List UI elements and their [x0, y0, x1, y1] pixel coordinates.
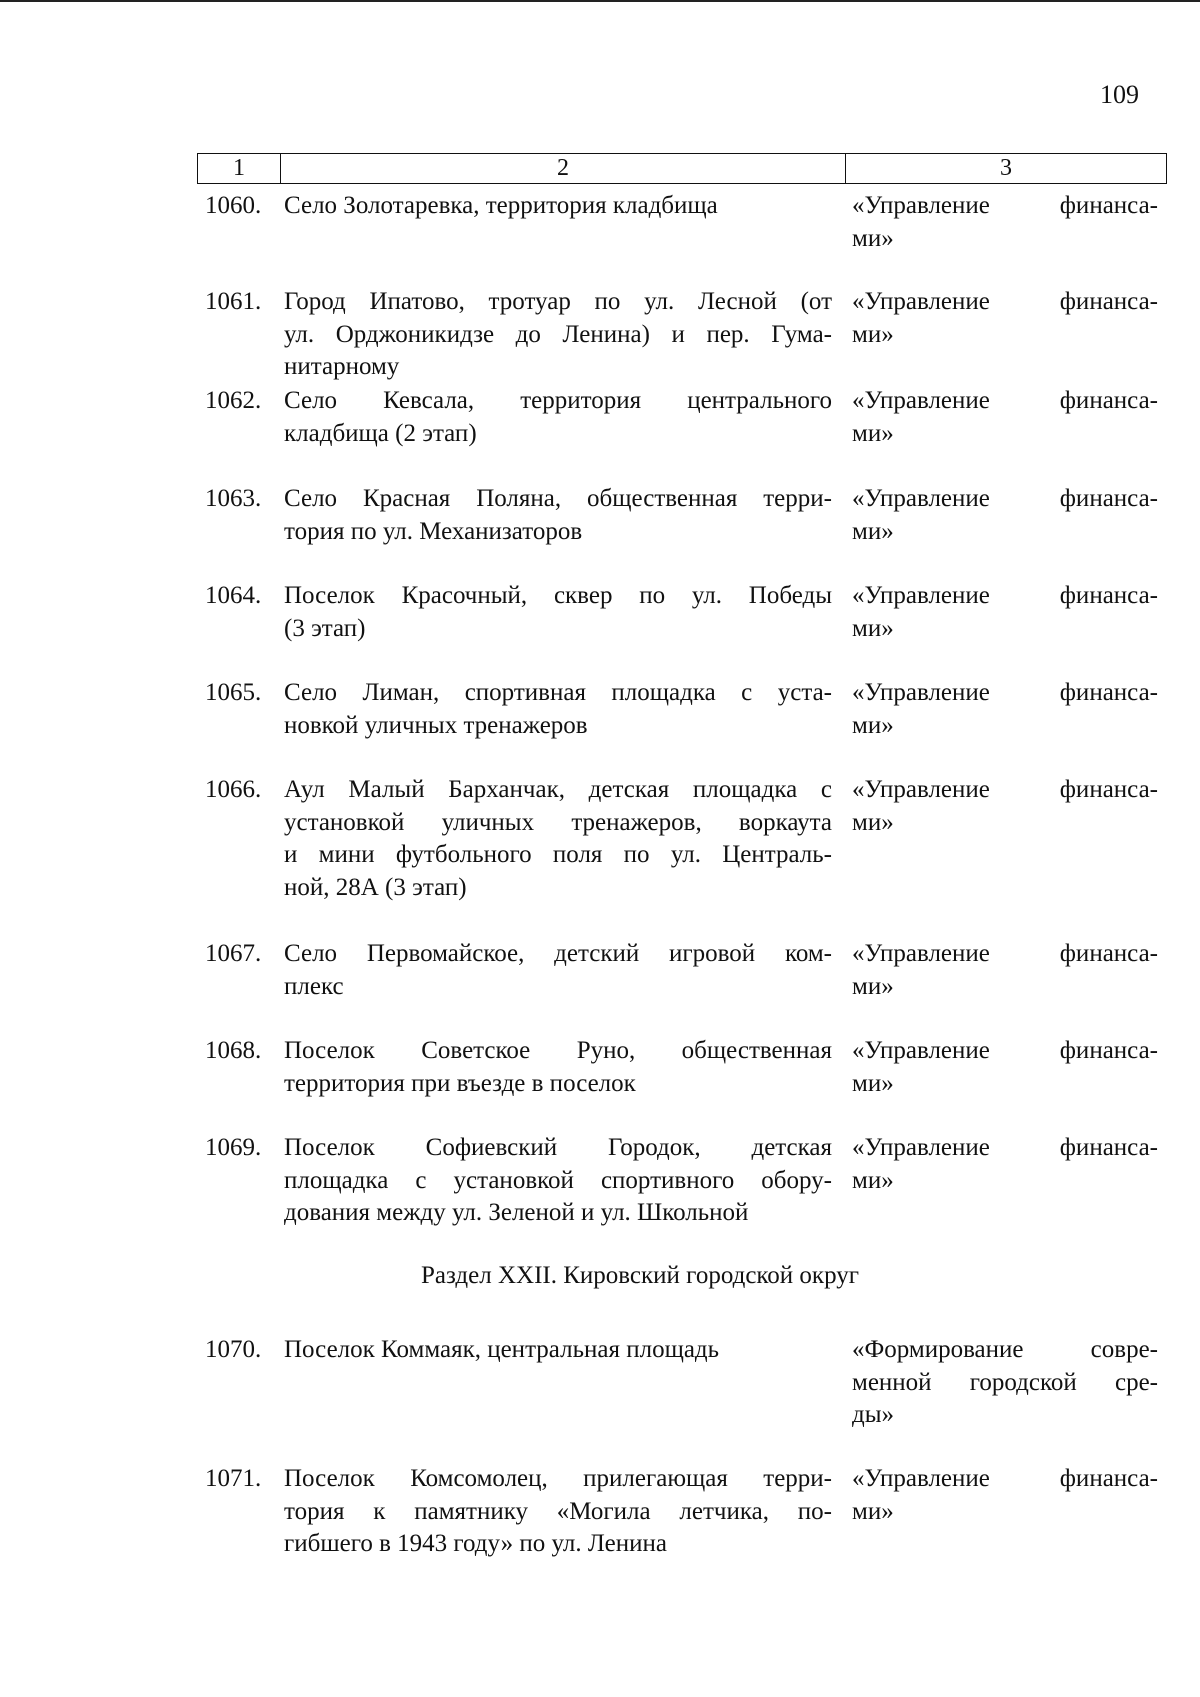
program-line: «Управление финанса- [852, 485, 1158, 512]
row-number: 1060. [205, 192, 262, 219]
program-line: ми» [852, 419, 894, 447]
row-program [852, 580, 1158, 645]
description-line: тория к памятнику «Могила летчика, по- [284, 1497, 832, 1525]
description-line: нитарному [284, 353, 400, 380]
row-description [284, 1334, 832, 1367]
program-line: «Управление финанса- [852, 1465, 1158, 1492]
header-col-3: 3 [1000, 155, 1012, 181]
row-number: 1063. [205, 485, 262, 512]
program-line: «Формирование совре- [852, 1336, 1158, 1363]
description-line: тория по ул. Механизаторов [284, 517, 583, 545]
row-number: 1062. [205, 387, 262, 414]
program-line: менной городской сре- [852, 1368, 1158, 1396]
description-line: ул. Орджоникидзе до Ленина) и пер. Гума- [284, 320, 832, 348]
description-line: Поселок Красочный, сквер по ул. Победы [284, 582, 832, 609]
row-description [284, 483, 832, 548]
program-line: ми» [852, 1166, 894, 1194]
description-line: Поселок Софиевский Городок, детская [284, 1134, 832, 1161]
table-header [197, 153, 1167, 184]
header-col-2: 2 [281, 154, 846, 183]
row-number: 1071. [205, 1465, 262, 1492]
section-heading: Раздел XXII. Кировский городской округ [421, 1262, 859, 1289]
description-line: кладбища (2 этап) [284, 419, 477, 447]
description-line: территория при въезде в поселок [284, 1069, 636, 1097]
program-line: «Управление финанса- [852, 776, 1158, 803]
row-description [284, 774, 832, 904]
row-number: 1065. [205, 679, 262, 706]
description-line: плекс [284, 972, 344, 1000]
description-line: Село Красная Поляна, общественная терри- [284, 485, 832, 512]
top-rule [0, 0, 1200, 2]
program-line: «Управление финанса- [852, 582, 1158, 609]
program-line: «Управление финанса- [852, 192, 1158, 219]
scan-smudge [225, 1640, 355, 1658]
description-line: Город Ипатово, тротуар по ул. Лесной (от [284, 288, 832, 315]
program-line: ми» [852, 1497, 894, 1525]
program-line: ми» [852, 224, 894, 252]
row-number: 1069. [205, 1134, 262, 1161]
program-line: ми» [852, 320, 894, 348]
row-number: 1066. [205, 776, 262, 803]
row-number: 1061. [205, 288, 262, 315]
row-number: 1070. [205, 1336, 262, 1363]
row-description [284, 385, 832, 450]
program-line: ми» [852, 808, 894, 836]
description-line: Аул Малый Барханчак, детская площадка с [284, 776, 832, 803]
program-line: «Управление финанса- [852, 387, 1158, 414]
row-program [852, 190, 1158, 255]
row-program [852, 1035, 1158, 1100]
row-description [284, 1132, 832, 1230]
program-line: ми» [852, 972, 894, 1000]
program-line: ды» [852, 1401, 895, 1428]
row-description [284, 1035, 832, 1100]
program-line: ми» [852, 711, 894, 739]
row-description [284, 580, 832, 645]
row-number: 1068. [205, 1037, 262, 1064]
description-line: (3 этап) [284, 614, 366, 642]
program-line: ми» [852, 517, 894, 545]
row-number: 1064. [205, 582, 262, 609]
row-description [284, 286, 832, 384]
program-line: «Управление финанса- [852, 1134, 1158, 1161]
row-program [852, 286, 1158, 351]
program-line: «Управление финанса- [852, 1037, 1158, 1064]
row-program [852, 774, 1158, 839]
description-line: Село Лиман, спортивная площадка с уста- [284, 679, 832, 706]
program-line: ми» [852, 1069, 894, 1097]
description-line: гибшего в 1943 году» по ул. Ленина [284, 1530, 668, 1557]
header-col-1: 1 [198, 154, 281, 183]
row-program [852, 677, 1158, 742]
row-description [284, 677, 832, 742]
description-line: Село Первомайское, детский игровой ком- [284, 940, 832, 967]
description-line: и мини футбольного поля по ул. Централь- [284, 841, 832, 868]
page-number: 109 [1100, 80, 1139, 109]
program-line: «Управление финанса- [852, 679, 1158, 706]
program-line: ми» [852, 614, 894, 642]
description-line: Поселок Коммаяк, центральная площадь [284, 1336, 720, 1363]
description-line: Поселок Советское Руно, общественная [284, 1037, 832, 1064]
description-line: Село Золотаревка, территория кладбища [284, 192, 718, 219]
row-description [284, 1463, 832, 1561]
row-program [852, 1463, 1158, 1528]
description-line: дования между ул. Зеленой и ул. Школьной [284, 1199, 749, 1226]
row-program [852, 385, 1158, 450]
description-line: Поселок Комсомолец, прилегающая терри- [284, 1465, 832, 1492]
row-program [852, 1132, 1158, 1197]
description-line: новкой уличных тренажеров [284, 711, 588, 739]
program-line: «Управление финанса- [852, 288, 1158, 315]
description-line: ной, 28А (3 этап) [284, 873, 467, 901]
row-program [852, 938, 1158, 1003]
description-line: Село Кевсала, территория центрального [284, 387, 832, 414]
program-line: «Управление финанса- [852, 940, 1158, 967]
description-line: площадка с установкой спортивного обору- [284, 1166, 832, 1194]
row-program [852, 1334, 1158, 1432]
row-number: 1067. [205, 940, 262, 967]
description-line: установкой уличных тренажеров, воркаута [284, 808, 832, 836]
row-program [852, 483, 1158, 548]
row-description [284, 190, 832, 223]
row-description [284, 938, 832, 1003]
